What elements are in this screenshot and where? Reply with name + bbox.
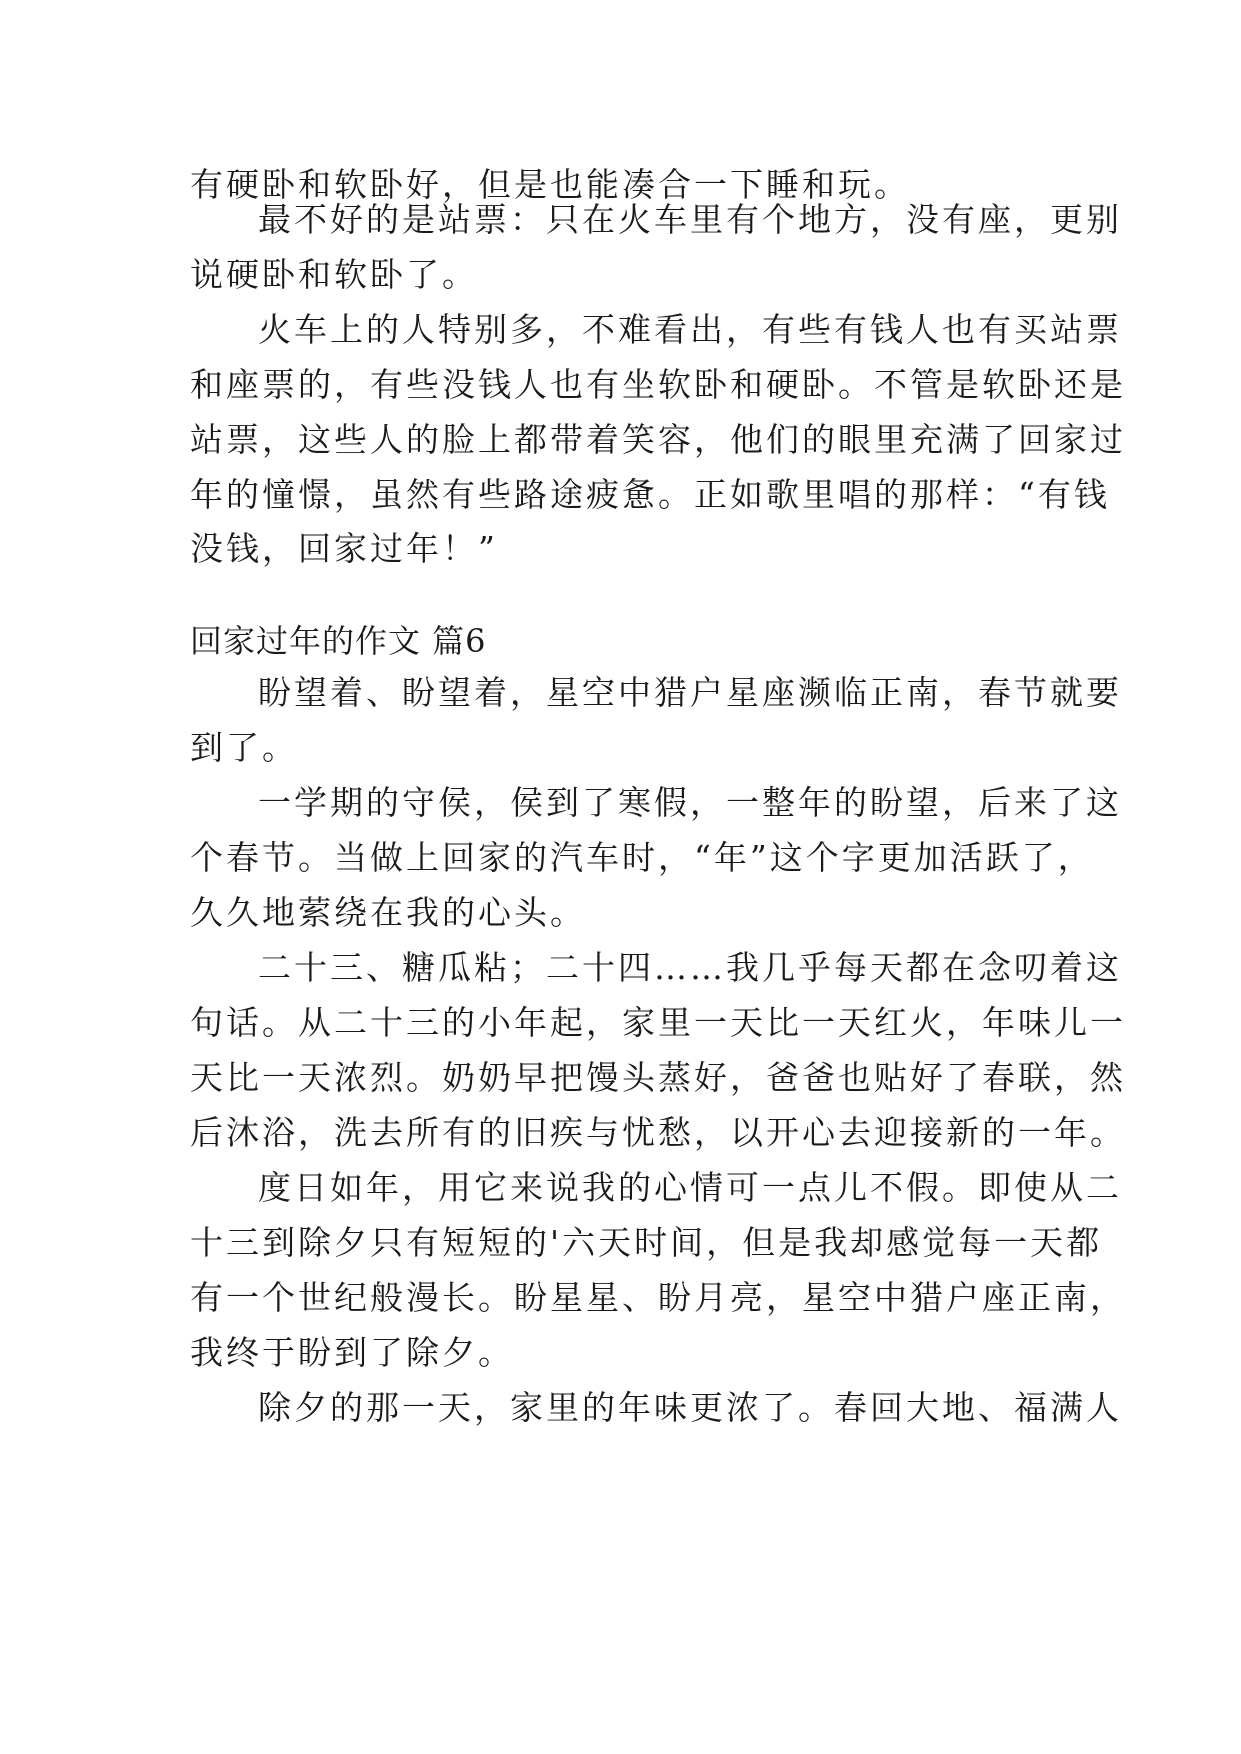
text-line: 盼望着、盼望着，星空中猎户星座濒临正南，春节就要 bbox=[258, 673, 1122, 712]
text-line: 后沐浴，洗去所有的旧疾与忧愁，以开心去迎接新的一年。 bbox=[190, 1113, 1126, 1152]
text-line: 天比一天浓烈。奶奶早把馒头蒸好，爸爸也贴好了春联，然 bbox=[190, 1058, 1126, 1097]
section-heading: 回家过年的作文 篇6 bbox=[190, 622, 487, 660]
text-line: 火车上的人特别多，不难看出，有些有钱人也有买站票 bbox=[258, 310, 1122, 349]
text-line: 最不好的是站票：只在火车里有个地方，没有座，更别 bbox=[258, 200, 1122, 239]
text-line: 久久地萦绕在我的心头。 bbox=[190, 893, 586, 932]
text-line: 年的憧憬，虽然有些路途疲惫。正如歌里唱的那样：“有钱 bbox=[190, 475, 1110, 514]
text-line: 有硬卧和软卧好，但是也能凑合一下睡和玩。 bbox=[190, 165, 910, 204]
text-line: 个春节。当做上回家的汽车时，“年”这个字更加活跃了， bbox=[190, 838, 1094, 877]
text-line: 说硬卧和软卧了。 bbox=[190, 255, 478, 294]
text-line: 十三到除夕只有短短的'六天时间，但是我却感觉每一天都 bbox=[190, 1223, 1103, 1262]
text-line: 有一个世纪般漫长。盼星星、盼月亮，星空中猎户座正南， bbox=[190, 1278, 1126, 1317]
text-line: 到了。 bbox=[190, 728, 298, 767]
text-line: 二十三、糖瓜粘；二十四……我几乎每天都在念叨着这 bbox=[258, 948, 1122, 987]
text-line: 站票，这些人的脸上都带着笑容，他们的眼里充满了回家过 bbox=[190, 420, 1126, 459]
text-line: 我终于盼到了除夕。 bbox=[190, 1333, 514, 1372]
text-line: 没钱，回家过年！” bbox=[190, 529, 498, 568]
text-line: 度日如年，用它来说我的心情可一点儿不假。即使从二 bbox=[258, 1168, 1122, 1207]
text-line: 句话。从二十三的小年起，家里一天比一天红火，年味儿一 bbox=[190, 1003, 1126, 1042]
text-line: 和座票的，有些没钱人也有坐软卧和硬卧。不管是软卧还是 bbox=[190, 365, 1126, 404]
text-line: 一学期的守侯，侯到了寒假，一整年的盼望，后来了这 bbox=[258, 783, 1122, 822]
text-line: 除夕的那一天，家里的年味更浓了。春回大地、福满人 bbox=[258, 1388, 1122, 1427]
